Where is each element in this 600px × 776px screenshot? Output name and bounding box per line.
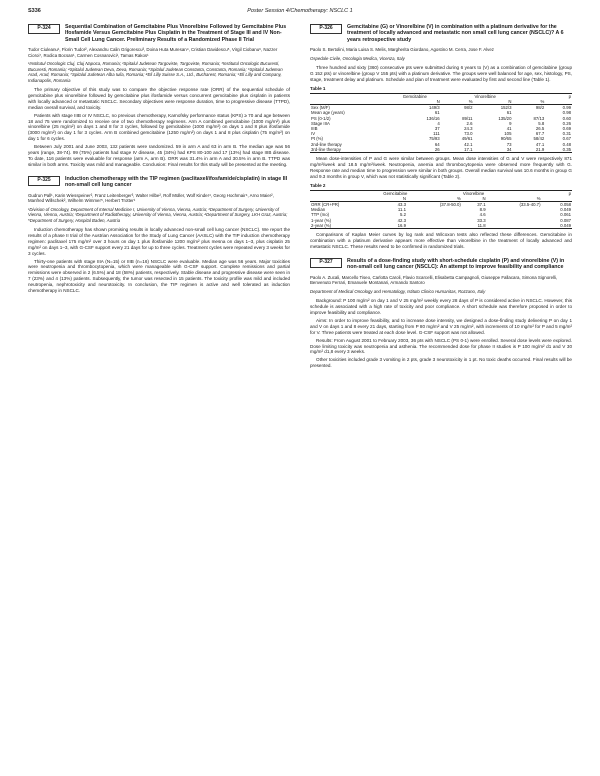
table-cell: 49/61 bbox=[461, 136, 473, 142]
table-cell: 0.049 bbox=[560, 207, 571, 213]
table-cell: 135/20 bbox=[498, 115, 512, 121]
abstract-p326 bbox=[310, 24, 572, 250]
table-cell: 0.69 bbox=[562, 126, 571, 132]
abstract-code: P-327 bbox=[310, 258, 342, 268]
abstract-conclusion: Comparisons of Kaplan Meier curves by log rank and Wilcoxon tests also reflected these differences. Gemcitabine in combination with a platinum derivative appears more effective than vinorelbine in the treatment of locally advanced and metastatic NSCLC. These results need to be confirmed in randomized trials. bbox=[310, 232, 572, 249]
abstract-results: Results: From August 2001 to February 2003, 36 pts with NSCLC (PS 0-1) were enrolled. Several dose levels were explored. Dose limiting toxicity was neutropenia and asthenia. The recommended dose for phase II studies is P 100 mg/m² d1 and V 30 mg/m² d1,8 every 3 weeks. bbox=[310, 337, 572, 355]
abstract-p327 bbox=[310, 258, 572, 369]
table-cell: 149/3 bbox=[428, 105, 440, 111]
table-row-label: Sex (M/F) bbox=[311, 105, 330, 111]
table-cell: 37.1 bbox=[477, 202, 486, 208]
abstract-header bbox=[28, 176, 290, 189]
table-cell: 0.99 bbox=[562, 105, 571, 111]
table-row-label: Stage IIIA bbox=[311, 120, 330, 126]
table-cell: 73.0 bbox=[464, 131, 473, 137]
abstract-other: Other toxicities included grade 3 vomiting in 2 pts, grade 3 neurotoxicity in 1 pt. No toxic deaths occurred. Final results will be presented. bbox=[310, 357, 572, 369]
table-cell: (37.8-50.0) bbox=[439, 202, 461, 208]
table-col-header: N bbox=[402, 99, 441, 105]
abstract-p325 bbox=[28, 176, 290, 294]
abstract-background: Background: P 100 mg/m² on day 1 and V 25 mg/m² weekly every 28 days of P is considered active in NSCLC. However, this schedule is associated with a high rate of toxicity and poor compliance. A short schedule was therefore proposed in order to improve feasibility and compliance. bbox=[310, 298, 572, 315]
table1-label: Table 1 bbox=[310, 85, 326, 91]
table-cell: 5.8 bbox=[538, 120, 545, 126]
table-cell: 0.049 bbox=[542, 223, 572, 229]
abstract-code: P-325 bbox=[28, 176, 60, 186]
table-cell: 0.087 bbox=[560, 217, 571, 223]
table-cell: 4.6 bbox=[479, 212, 486, 218]
table-row-label: 1-year (%) bbox=[311, 217, 332, 223]
table-cell: 58/42 bbox=[533, 136, 545, 142]
abstract-p324 bbox=[28, 24, 290, 168]
table-cell: (33.5-40.7) bbox=[519, 202, 541, 208]
table-cell: 0.98 bbox=[562, 110, 571, 116]
table-cell: 42.1 bbox=[464, 141, 473, 147]
table-group-header: Vinorelbine bbox=[474, 93, 546, 99]
table-row-label: Median bbox=[311, 207, 326, 213]
abstract-affiliations: ¹Institutul Oncologic Cluj, Cluj Napoca, Romania; ²Spitalul Judetean Targoviste, Targoviste, Romania; ³Institutul Oncologic Bucuresti, Bucuresti, Romania; ⁴Spitalul Judetean Deva, Deva, Romania; ⁵Spitalul Judetean Constanta, Constanta, Romania; ⁶Spitalul Judetean Arad, Arad, Romania; ⁷Spitalul Judetean Alba Iulia, Romania; ⁸Eli Lilly Suisse S.A., Ltd., Bucharest, Romania; ⁹Eli Lilly and Company, Indianapolis, Romania bbox=[28, 61, 283, 83]
table-cell bbox=[407, 223, 462, 229]
table-cell: 0.67 bbox=[562, 136, 571, 142]
table-row-label: 2-year (%) bbox=[310, 223, 382, 229]
table-cell: 17.1 bbox=[441, 147, 474, 153]
table-cell: 43.3 bbox=[397, 202, 406, 208]
table-cell: 0.061 bbox=[560, 212, 571, 218]
table-cell bbox=[487, 223, 542, 229]
table-cell: 90/65 bbox=[500, 136, 512, 142]
table-cell: 111 bbox=[433, 131, 440, 137]
table-cell: 89/11 bbox=[462, 115, 473, 121]
table-cell: 0.26 bbox=[562, 120, 571, 126]
table-cell: 11.8 bbox=[462, 223, 487, 229]
table-col-header: % bbox=[441, 99, 474, 105]
table-col-header: N bbox=[382, 196, 407, 202]
table-group-header: p bbox=[542, 190, 572, 196]
table-cell: 64 bbox=[434, 141, 440, 147]
table-cell: 105 bbox=[504, 131, 512, 137]
table-row-label: PS (0-1/2) bbox=[311, 115, 331, 121]
table-cell: 9 bbox=[509, 120, 512, 126]
table-group-header: Gemcitabine bbox=[382, 190, 462, 196]
table-row-label: 3rd-line therapy bbox=[310, 147, 402, 153]
abstract-title: Sequential Combination of Gemcitabine Plus Vinorelbine Followed by Gemcitabine Plus Ifosfamide Versus Gemcitabine Plus Cisplatin in the Treatment of Stage III and IV Non-Small Cell Lung Cancer. Preliminary Results of a Randomized Phase II Trial bbox=[65, 24, 287, 43]
abstract-header bbox=[310, 258, 572, 271]
table-cell: 98/2 bbox=[464, 105, 473, 111]
table-cell: 2.6 bbox=[466, 120, 473, 126]
table-cell: 152/3 bbox=[500, 105, 512, 111]
table-cell: 0.60 bbox=[562, 115, 571, 121]
abstract-code: P-324 bbox=[28, 24, 60, 34]
table-cell: 87/13 bbox=[533, 115, 545, 121]
table-cell: 26 bbox=[402, 147, 441, 153]
table-1-body bbox=[310, 105, 572, 153]
abstract-intro: Three hundred and sixty (360) consecutive pts were submitted during 6 years to (V) as a combination of gemcitabine (group G 152 pts) or vinorelbine (group V 155 pts) with a platinum derivative. The groups were well balanced for age, sex, histology, PS, stage, treatment delay and platinum. Schedule and plan of treatment were evaluated by first and second line (Table 1). bbox=[310, 65, 572, 83]
right-column bbox=[310, 24, 572, 377]
table-col-header: % bbox=[487, 196, 542, 202]
abstract-affiliations: ¹Division of Oncology, Department of Internal Medicine I, University of Vienna, Vienna, Austria; ²Department of Surgery, University of Vienna, Vienna, Austria; ³Department of Radiotherapy, University of Vienna, Vienna, Austria; ⁴Department of Surgery, LKH Graz, Austria; ⁵Department of Surgery, Hospital Baden, Austria bbox=[28, 206, 288, 223]
abstract-affiliations: Ospedale Civile, Oncologia Medica, Vicenza, Italy bbox=[310, 55, 405, 61]
table-group-header: Gemcitabine bbox=[402, 93, 474, 99]
table-cell: 67.7 bbox=[535, 131, 545, 137]
abstract-header bbox=[310, 24, 572, 43]
table-cell: 34 bbox=[474, 147, 513, 153]
table-col-header: N bbox=[462, 196, 487, 202]
table-row-label: Pt (%) bbox=[311, 136, 323, 142]
left-column bbox=[28, 24, 290, 302]
table-cell: 0.31 bbox=[562, 131, 571, 137]
table-row-label: TTP (mo) bbox=[311, 212, 330, 218]
table-row bbox=[310, 223, 572, 229]
abstract-authors: Paolo A. Zucali, Marcello Tiseo, Carlotta Caroli, Flavio Scarcelli, Elisabetta Campagnoli, Giuseppe Fallacara, Simona Signorelli, Benvenuto Ferrari, Emanuele Montanari, Armando Santoro bbox=[310, 274, 558, 286]
table-cell: 8.9 bbox=[479, 207, 486, 213]
table-cell: 11.1 bbox=[397, 207, 406, 213]
table2-label: Table 2 bbox=[310, 182, 326, 188]
table-row-label: IV bbox=[311, 131, 316, 137]
table-2 bbox=[310, 190, 572, 229]
table-col-header: N bbox=[474, 99, 513, 105]
table-cell: 61 bbox=[434, 110, 440, 116]
abstract-authors: Tudor Ciuleanu¹, Florin Tudor², Alexandru Calin Grigorescu³, Doina Huta Muresan⁴, Cristian Davidescu⁵, Virgil Ciobanu⁶, Nazzer Cioroi⁷, Rodica Bocsan¹, Carmen Cosnarovici¹, Tamas Rakos¹ bbox=[28, 47, 278, 58]
abstract-results: Between July 2001 and June 2003, 132 patients were randomized. 59 in arm A and 63 in arm B. The median age was 56 years (range, 38-74). 99 (75%) patients had stage IV disease, 45 (34%) had KPS 80-100 and 17 (13%) had stage IIIB disease. To date, 116 patients were evaluable for response (arm A, arm B). ORR was 31.4% in arm A and 30.5% in arm B. TTPD was similar in both arms. Toxicity was mild and manageable. Conclusion: Final results for this study will be presented at the meeting. bbox=[28, 144, 290, 167]
abstract-results: Mean dose-intensities of P and G were similar between groups. Mean dose intensities of G and V were respectively 871 mg/m²/week and 18.5 mg/m²/week. Neutropenia, anemia and thrombocytopenia were observed more frequently with G. Response rate and median time to progression were similar in both groups. Overall median survival was 10.6 months in group G and 9.3 months in group V, which was not statistically significant (Table 2). bbox=[310, 156, 572, 179]
table-1 bbox=[310, 93, 572, 153]
table-group-header: Vinorelbine bbox=[462, 190, 542, 196]
abstract-title: Results of a dose-finding study with short-schedule cisplatin (P) and vinorelbine (V) in non-small cell lung cancer (NSCLC): An attempt to improve feasibility and compliance bbox=[347, 257, 565, 271]
table-cell: 5.2 bbox=[399, 212, 406, 218]
abstract-header bbox=[28, 24, 290, 43]
table-cell: 16.9 bbox=[382, 223, 407, 229]
table-row-label: ORR (CR+PR) bbox=[311, 202, 340, 208]
abstract-body-results: Thirty-one patients with stage IIIA (N=15) or IIIB (n=16) NSCLC were evaluable. Median age was 56 years. Major toxicities were neutropenia and thrombocytopenia, which were manageable with G-CSF support. Complete remissions and partial remissions were observed in 2 (6.5%) and 18 (58%) patients, respectively. Stable disease and progressive disease were seen in 7 (23%) and 4 (13%) patients. Subsequently, the tumor was resected in 15 patients. The toxicity profile was mild and included neutropenia, nephrotoxicity and neurotoxicity. In conclusion, the TIP regimen is active and well tolerated as induction chemotherapy in NSCLC. bbox=[28, 258, 290, 294]
table-cell: 61 bbox=[506, 110, 512, 116]
abstract-purpose: The primary objective of this study was to compare the objective response rate (ORR) of the sequential schedule of gemcitabine plus vinorelbine followed by gemcitabine plus ifosfamide versus concurrent gemcitabine plus cisplatin in patients with locally advanced or metastatic NSCLC. Secondary objectives were response duration, time to progressive disease (TTPD), median overall survival, and toxicity. bbox=[28, 87, 290, 110]
table-group-header: p bbox=[545, 93, 572, 99]
table-row bbox=[310, 147, 572, 153]
table-cell: 33.3 bbox=[477, 217, 486, 223]
abstract-aims: Aims: In order to improve feasibility, and to increase dose intensity, we designed a dose-finding study delivering P on day 1 and V on days 1 and 8 every 21 days, starting from P 80 mg/m² and V 25 mg/m², with increments of 10 mg/m² for P and 5 mg/m² for V. Three patients were treated at each dose level. G-CSF support was not allowed. bbox=[310, 317, 572, 335]
table-cell: 75/93 bbox=[428, 136, 440, 142]
table-row-label: 2nd-line therapy bbox=[311, 141, 342, 147]
abstract-body-intro: Induction chemotherapy has shown promising results in locally advanced non-small cell lung cancer (NSCLC). We report the results of a phase II trial of the Austrian Association for the Study of Lung Cancer (AASLC) with the TIP induction chemotherapy regimen: paclitaxel 175 mg/m² over 3 hours on day 1 plus ifosfamide 1200 mg/m² plus mesna on days 1–3, plus cisplatin 25 mg/m² on days 1–3, with G-CSF support every 21 days for up to three cycles. Treatment cycles were repeated every 3 weeks for 3 cycles. bbox=[28, 227, 290, 256]
running-head bbox=[28, 8, 572, 18]
table-cell: 136/16 bbox=[426, 115, 440, 121]
table-cell: 4 bbox=[437, 120, 440, 126]
table-cell: 0.35 bbox=[545, 147, 572, 153]
table-cell: 26.5 bbox=[535, 126, 545, 132]
abstract-title: Gemcitabine (G) or Vinorelbine (V) in combination with a platinum derivative for the treatment of locally advanced and metastatic non small cell lung cancer (NSCLC)? A 6 years retrospective study bbox=[347, 24, 564, 43]
table-cell: 37 bbox=[434, 126, 440, 132]
table-cell: 0.48 bbox=[562, 141, 571, 147]
table-cell: 21.9 bbox=[512, 147, 545, 153]
abstract-affiliations: Department of Medical Oncology and Hematology, Istituto Clinico Humanitas, Rozzano, Italy bbox=[310, 288, 486, 294]
table-cell: 47.1 bbox=[535, 141, 545, 147]
table-cell: 42.3 bbox=[397, 217, 406, 223]
table-cell: 24.3 bbox=[464, 126, 473, 132]
abstract-code: P-326 bbox=[310, 24, 342, 34]
page-number: S336 bbox=[28, 8, 41, 14]
table-row-label: IIIB bbox=[311, 126, 318, 132]
table-cell: 41 bbox=[506, 126, 512, 132]
table-cell: 0.058 bbox=[560, 202, 571, 208]
table-cell: 73 bbox=[506, 141, 512, 147]
table-col-header: % bbox=[512, 99, 545, 105]
abstract-authors: Gudrun Pall¹, Karin Wiesspeiner², Franz Leitenberger³, Walter Hilbe², Rolf Müller, Wolf Kinder⁴, Georg Hochmair⁴, Arno Maier², Manfred Willschek², Wilhelm Wimmer⁵, Herbert Trotter¹ bbox=[28, 192, 274, 204]
abstract-authors: Paolo S. Bertolini, Maria Luisa S. Melis, Margherita Giordano, Agostino M. Cerra, Jose F. Alvez bbox=[310, 47, 494, 53]
table-row-label: Mean age (years) bbox=[311, 110, 345, 116]
table-col-header: % bbox=[407, 196, 462, 202]
abstract-methods: Patients with stage IIIB or IV NSCLC, no previous chemotherapy, Karnofsky performance status (KPS) ≥ 70 and age between 18 and 75 were randomized to receive one of two chemotherapy regimens. Arm A combined gemcitabine (1000 mg/m²) plus vinorelbine (25 mg/m²) on days 1 and 8 for 3 cycles, followed by gemcitabine (1000 mg/m²) on days 1 and 8 plus ifosfamide (3000 mg/m²) on day 1 for 3 cycles. Arm B combined gemcitabine (1250 mg/m²) on days 1 and 8 plus cisplatin (75 mg/m²) on day 1 for 6 cycles. bbox=[28, 112, 290, 142]
table-2-body bbox=[310, 202, 572, 229]
journal-section-title: Poster Session 4/Chemotherapy: NSCLC 1 bbox=[247, 8, 353, 14]
abstract-title: Induction chemotherapy with the TIP regimen (paclitaxel/ifosfamide/cisplatin) in stage III non-small cell lung cancer bbox=[65, 175, 288, 189]
table-cell: 98/2 bbox=[535, 105, 545, 111]
